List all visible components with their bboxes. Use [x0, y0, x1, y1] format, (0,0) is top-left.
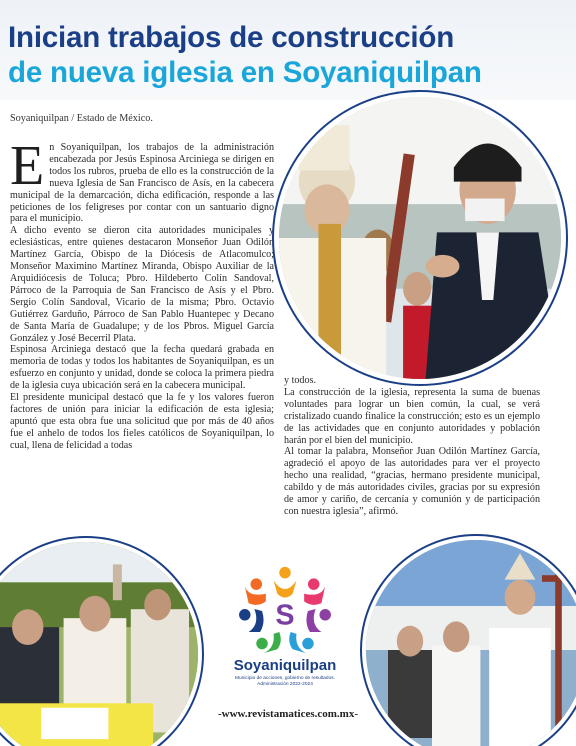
logo-tagline: [220, 676, 350, 688]
logo-letter: S: [275, 599, 295, 632]
main-photo-illustration: [279, 97, 561, 379]
headline-line-1: Inician trabajos de construcción: [8, 21, 455, 54]
article-paragraph-5: y todos.: [284, 375, 316, 386]
article-paragraph-6: La construcción de la iglesia, representa la suma de buenas voluntades para lograr un bien común, la cual, se verá cristalizado cuando finalice la construcción; esto es un ejemplo de las actividades que en conjunto autoridades y población harán por el bien del municipio.: [284, 386, 540, 446]
headline-line-2: de nueva iglesia en Soyaniquilpan: [8, 56, 482, 89]
drop-cap: E: [10, 135, 45, 197]
logo-tagline-1: Municipio de acciones, gobierno de resultados.: [235, 676, 335, 681]
article-paragraph-1: [10, 135, 274, 225]
paragraph-1-text: n Soyaniquilpan, los trabajos de la administración encabezada por Jesús Espinosa Arciniega se dirigen en todos los rubros, prueba de ello es la construcción de la nueva Iglesia de San Francisco de Asís, en la cabecera municipal de la demarcación, dicha edificación, responde a las peticiones de los feligreses por contar con un santuario digno para el municipio.: [10, 142, 274, 225]
signing-photo: [0, 538, 202, 746]
main-photo: [274, 92, 566, 384]
dateline: Soyaniquilpan / Estado de México.: [10, 113, 153, 124]
blessing-photo-illustration: [366, 540, 576, 746]
footer-url: -www.revistamatices.com.mx-: [203, 707, 373, 721]
blessing-photo: [362, 536, 576, 746]
logo-name: Soyaniquilpan: [233, 657, 337, 674]
signing-photo-illustration: [0, 542, 198, 746]
article-column-2: [284, 375, 540, 518]
article-paragraph-2: A dicho evento se dieron cita autoridades municipales y eclesiásticas, entre quienes destacaron Monseñor Juan Odilón Martínez García, Obispo de la Diócesis de Atlacomulco; Monseñor Maximino Martínez Miranda, Obispo Auxiliar de la Arquidiócesis de Toluca; Pbro. Hildeberto Colín Sandoval, Párroco de la Parroquia de San Francisco de Asís y el Pbro. Sergio Colín Sandoval, Vicario de la misma; Pbro. Octavio Gutiérrez Garduño, Párroco de San Pablo Huantepec y Decano de Santa María de Guadalupe; y de los Pbros. Miguel García González y José Becerril Plata.: [10, 225, 274, 344]
municipal-logo: [220, 565, 350, 705]
article-paragraph-4: El presidente municipal destacó que la fe y los valores fueron factores de unión para iniciar la edificación de esta iglesia; apuntó que esta obra fue una solicitud que por más de 40 años fue el anhelo de todos los fieles católicos de Soyaniquilpan, lo cual, llena de felicidad a todas: [10, 392, 274, 451]
headline: [8, 20, 568, 90]
article-paragraph-7: Al tomar la palabra, Monseñor Juan Odilón Martínez García, agradeció el apoyo de las autoridades para ver el proyecto hecho una realidad, “gracias, hermano presidente municipal, cabildo y de más autoridades civiles, gracias por su expresión de amor y cariño, de cercanía y comunión y de participación con nuestra iglesia”, afirmó.: [284, 446, 540, 517]
logo-tagline-2: Administración 2022-2024: [257, 682, 313, 687]
article-paragraph-3: Espinosa Arciniega destacó que la fecha quedará grabada en memoria de todas y todos los habitantes de Soyaniquilpan, es un esfuerzo en conjunto y unidad, donde se coloca la primera piedra de la iglesia cuya ubicación será en la cabecera municipal.: [10, 344, 274, 392]
logo-people-icon: [237, 565, 333, 655]
article-column-1: [10, 135, 274, 452]
